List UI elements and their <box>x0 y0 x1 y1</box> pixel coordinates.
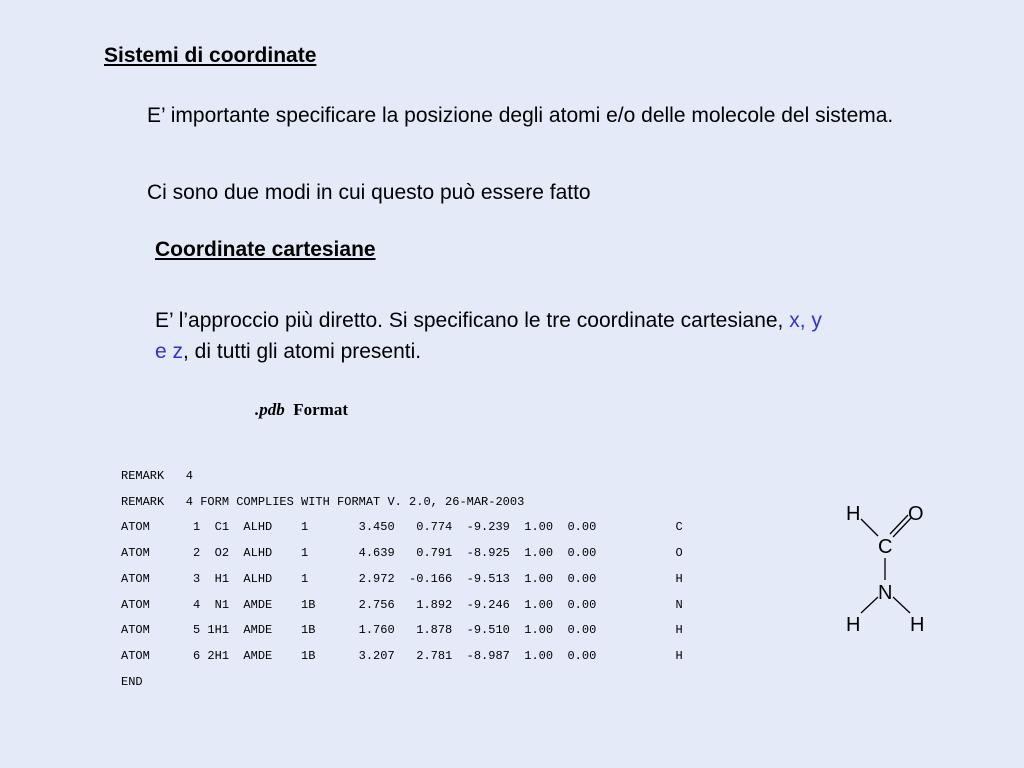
cartesian-text-before: E’ l’approccio più diretto. Si specificano le tre coordinate cartesiane, <box>155 309 790 332</box>
atom-n: N <box>878 582 893 604</box>
pdb-line: ATOM 3 H1 ALHD 1 2.972 -0.166 -9.513 1.00 0.00 H <box>121 571 683 586</box>
pdb-listing <box>121 464 683 695</box>
bond-h-c <box>861 519 878 536</box>
intro-paragraph: E’ importante specificare la posizione degli atomi e/o delle molecole del sistema. <box>147 104 894 127</box>
atom-h-bottom-right: H <box>910 614 925 636</box>
slide-title: Sistemi di coordinate <box>104 44 317 67</box>
pdb-line: ATOM 6 2H1 AMDE 1B 3.207 2.781 -8.987 1.00 0.00 H <box>121 648 683 663</box>
section-subtitle: Coordinate cartesiane <box>155 238 376 261</box>
atom-h-bottom-left: H <box>846 614 861 636</box>
format-extension: .pdb <box>255 400 285 419</box>
pdb-line: ATOM 2 O2 ALHD 1 4.639 0.791 -8.925 1.00 0.00 O <box>121 546 683 561</box>
pdb-line: REMARK 4 FORM COMPLIES WITH FORMAT V. 2.0, 26-MAR-2003 <box>121 494 525 509</box>
bond-n-h-left <box>861 597 878 613</box>
pdb-line: ATOM 1 C1 ALHD 1 3.450 0.774 -9.239 1.00 0.00 C <box>121 520 683 535</box>
coordinates-highlight: x, y e z <box>155 309 822 363</box>
cartesian-text-after: , di tutti gli atomi presenti. <box>183 340 422 363</box>
pdb-line: ATOM 5 1H1 AMDE 1B 1.760 1.878 -9.510 1.00 0.00 H <box>121 623 683 638</box>
atom-o: O <box>908 503 924 525</box>
methods-paragraph: Ci sono due modi in cui questo può essere fatto <box>147 181 591 204</box>
pdb-line: ATOM 4 N1 AMDE 1B 2.756 1.892 -9.246 1.00 0.00 N <box>121 597 683 612</box>
format-label <box>255 400 348 420</box>
pdb-line: REMARK 4 <box>121 469 194 483</box>
pdb-line: END <box>121 674 143 689</box>
cartesian-paragraph <box>155 305 835 367</box>
atom-c: C <box>878 536 893 558</box>
formamide-structure <box>836 498 936 638</box>
atom-h-top-left: H <box>846 503 861 525</box>
format-word: Format <box>293 400 349 419</box>
bond-n-h-right <box>893 597 910 613</box>
